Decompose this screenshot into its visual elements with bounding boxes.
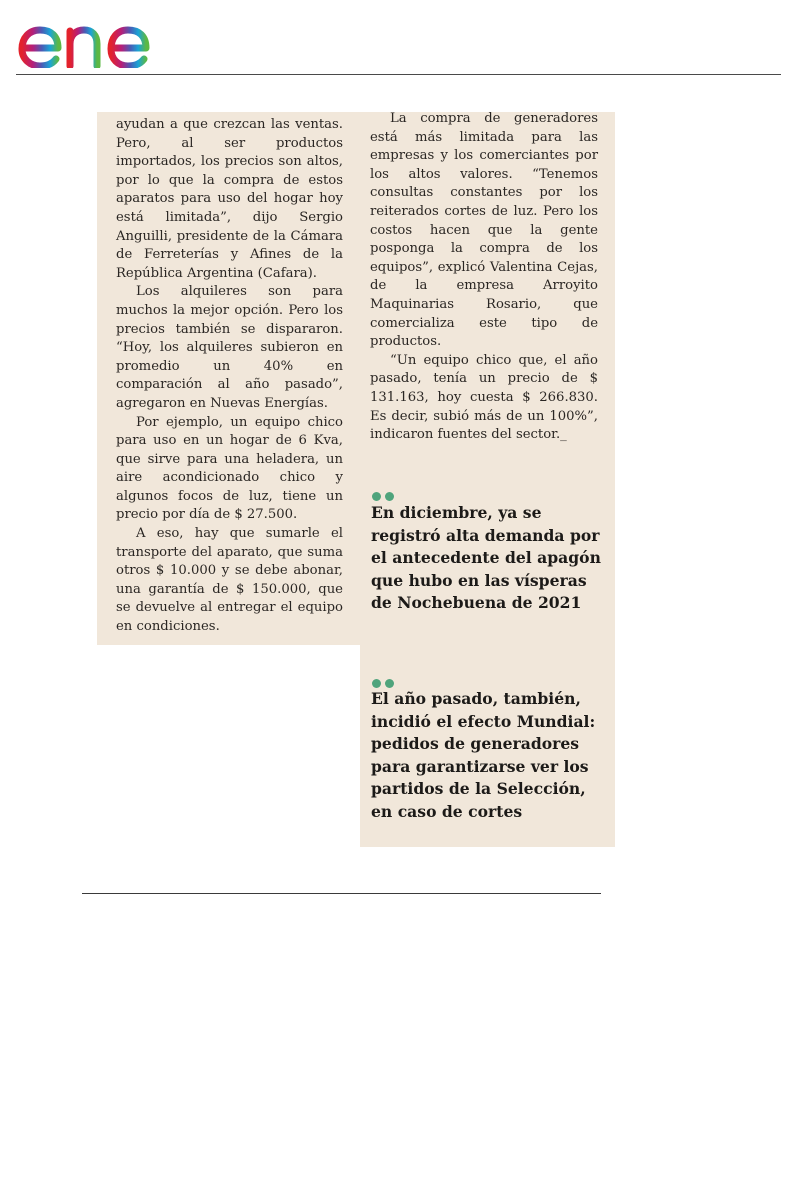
paragraph: Los alquileres son para muchos la mejor opción. Pero los precios también se dispararon. “Hoy, los alquileres subieron en promedio un 40% en comparación al año pasado”, agregaron en Nuevas Energías.	[116, 284, 343, 411]
paragraph: A eso, hay que sumarle el transporte del aparato, que suma otros $ 10.000 y se debe abonar, una garantía de $ 150.000, que se devuelve al entregar el equipo en condiciones.	[116, 526, 343, 635]
article-clipping-right	[360, 112, 615, 847]
dot-icon	[372, 679, 381, 688]
pullquote-2: El año pasado, también, incidió el efecto Mundial: pedidos de generadores para garantizarse ver los partidos de la Selección, en caso de cortes	[371, 689, 596, 821]
dot-icon	[372, 492, 381, 501]
pullquote-1: En diciembre, ya se registró alta demanda por el antecedente del apagón que hubo en las vísperas de Nochebuena de 2021	[371, 503, 601, 613]
enel-logo	[18, 4, 188, 68]
pullquote-bullet-icon	[372, 673, 402, 685]
dot-icon	[385, 679, 394, 688]
paragraph: La compra de generadores está más limitada para las empresas y los comerciantes por los altos valores. “Tenemos consultas constantes por los reiterados cortes de luz. Pero los costos hacen que la gente posponga la compra de los equipos”, explicó Valentina Cejas, de la empresa Arroyito Maquinarias Rosario, que comercializa este tipo de productos.	[370, 112, 598, 350]
paragraph: “Un equipo chico que, el año pasado, tenía un precio de $ 131.163, hoy cuesta $ 266.830. Es decir, subió más de un 100%”, indicaron fuentes del sector._	[370, 352, 598, 443]
footer-divider	[82, 893, 601, 894]
enel-logo-mark	[18, 4, 188, 68]
article-left-column	[116, 116, 343, 637]
header-divider	[16, 74, 781, 75]
article-right-column	[370, 112, 598, 445]
paragraph: ayudan a que crezcan las ventas. Pero, al ser productos importados, los precios son altos, por lo que la compra de estos aparatos para uso del hogar hoy está limitada”, dijo Sergio Anguilli, presidente de la Cámara de Ferreterías y Afines de la República Argentina (Cafara).	[116, 117, 343, 281]
paragraph: Por ejemplo, un equipo chico para uso en un hogar de 6 Kva, que sirve para una heladera, un aire acondicionado chico y algunos focos de luz, tiene un precio por día de $ 27.500.	[116, 414, 343, 523]
pullquote-bullet-icon	[372, 486, 402, 498]
dot-icon	[385, 492, 394, 501]
article-clipping-left	[97, 112, 360, 645]
